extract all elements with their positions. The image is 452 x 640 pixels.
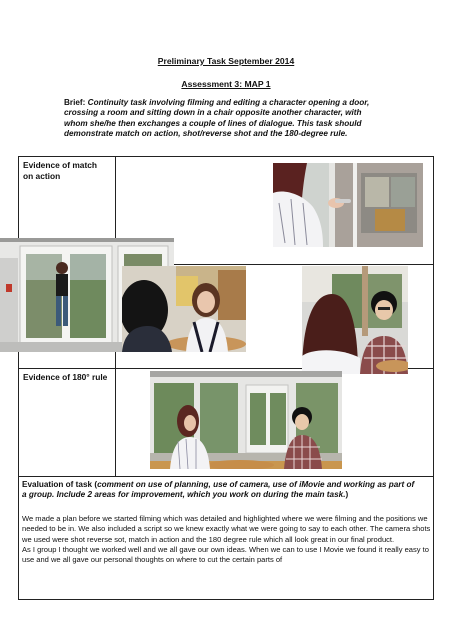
evaluation-heading-label: Evaluation of task ( <box>22 480 98 489</box>
brief-text: Continuity task involving filming and editing a character opening a door, crossing a room and sitting down in a chair opposite another character, with whom she/he then exchanges a couple of lines of dialogue. This task should demonstrate match on action, shot/reverse shot and the 180-degree rule. <box>64 98 370 139</box>
row-label-match-on-action: Evidence of match on action <box>23 160 98 181</box>
evaluation-heading-close: ) <box>345 490 349 500</box>
brief-paragraph <box>64 98 384 140</box>
document-title: Preliminary Task September 2014 <box>157 56 295 66</box>
table-row-divider-3 <box>18 476 434 477</box>
photo-hand-on-door-handle <box>273 163 423 247</box>
photo-over-shoulder-girl-smiling <box>122 266 246 352</box>
evaluation-heading <box>22 480 418 501</box>
document-subtitle: Assessment 3: MAP 1 <box>181 79 271 89</box>
evaluation-paragraph-1: We made a plan before we started filming which was detailed and highlighted where we were filming and the positions we needed to be in. We also included a script so we knew exactly what we were going to say to each other. The camera shots we used were shot reverse sot, match in action and the 180 degree rule which all look great in our final product. <box>22 514 431 544</box>
photo-wide-two-characters-seated <box>150 371 342 469</box>
evaluation-body <box>22 514 432 565</box>
row-label-180-rule: Evidence of 180° rule <box>23 372 108 382</box>
photo-over-shoulder-boy-seated <box>302 266 408 374</box>
evaluation-heading-question: comment on use of planning, use of camera, use of iMovie and working as part of a group. Include 2 areas for improvement, which you work on during the main task. <box>22 480 415 500</box>
evaluation-paragraph-2: As I group I thought we worked well and we all gave our own ideas. When we can to use I Movie we found it really easy to use and we all gave our personal thoughts on where to cut the certain parts of <box>22 544 429 565</box>
brief-label: Brief: <box>64 98 86 107</box>
